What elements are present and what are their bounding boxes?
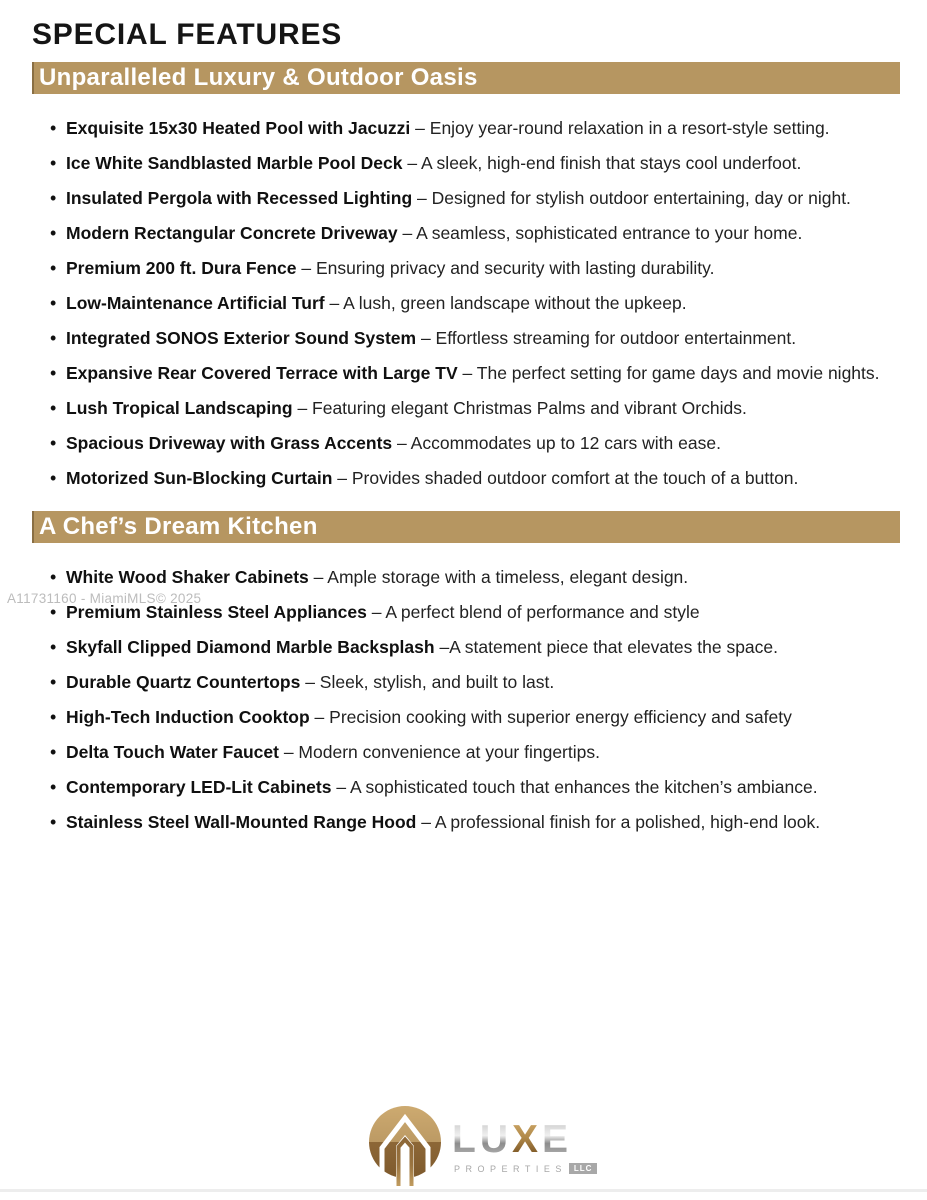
feature-desc: – A lush, green landscape without the upkeep. xyxy=(329,293,687,313)
list-item xyxy=(32,774,900,801)
section-heading-outdoor-oasis: Unparalleled Luxury & Outdoor Oasis xyxy=(32,62,900,94)
list-item xyxy=(32,185,900,212)
feature-title: Ice White Sandblasted Marble Pool Deck xyxy=(66,153,403,173)
feature-title: Exquisite 15x30 Heated Pool with Jacuzzi xyxy=(66,118,411,138)
logo-letter: L xyxy=(452,1118,478,1161)
page-bottom-divider xyxy=(0,1189,927,1192)
feature-title: Skyfall Clipped Diamond Marble Backsplash xyxy=(66,637,435,657)
dream-kitchen-feature-list xyxy=(32,564,900,836)
feature-desc: –A statement piece that elevates the space. xyxy=(439,637,779,657)
feature-title: Insulated Pergola with Recessed Lighting xyxy=(66,188,413,208)
feature-title: High-Tech Induction Cooktop xyxy=(66,707,310,727)
list-item xyxy=(32,704,900,731)
feature-desc: – Ample storage with a timeless, elegant design. xyxy=(313,567,689,587)
feature-title: Spacious Driveway with Grass Accents xyxy=(66,433,393,453)
list-item xyxy=(32,599,900,626)
luxe-properties-logo xyxy=(368,1106,597,1188)
list-item xyxy=(32,255,900,282)
list-item xyxy=(32,395,900,422)
feature-title: Premium 200 ft. Dura Fence xyxy=(66,258,297,278)
logo-letter: U xyxy=(479,1118,510,1161)
list-item xyxy=(32,325,900,352)
feature-desc: – A sophisticated touch that enhances the kitchen’s ambiance. xyxy=(336,777,818,797)
feature-desc: – A seamless, sophisticated entrance to your home. xyxy=(402,223,803,243)
feature-title: Modern Rectangular Concrete Driveway xyxy=(66,223,398,243)
list-item xyxy=(32,465,900,492)
feature-desc: – Featuring elegant Christmas Palms and vibrant Orchids. xyxy=(297,398,747,418)
mls-watermark: A11731160 - MiamiMLS© 2025 xyxy=(7,591,202,606)
feature-title: Durable Quartz Countertops xyxy=(66,672,301,692)
list-item xyxy=(32,220,900,247)
feature-desc: – Accommodates up to 12 cars with ease. xyxy=(397,433,721,453)
feature-title: Premium Stainless Steel Appliances xyxy=(66,602,367,622)
logo-letter: X xyxy=(512,1118,541,1161)
list-item xyxy=(32,669,900,696)
list-item xyxy=(32,150,900,177)
feature-title: Delta Touch Water Faucet xyxy=(66,742,279,762)
feature-title: Lush Tropical Landscaping xyxy=(66,398,293,418)
list-item xyxy=(32,739,900,766)
feature-desc: – Enjoy year-round relaxation in a resort-style setting. xyxy=(415,118,830,138)
llc-badge: LLC xyxy=(569,1163,598,1174)
logo-wordmark xyxy=(452,1120,597,1174)
list-item xyxy=(32,564,900,591)
list-item xyxy=(32,809,900,836)
list-item xyxy=(32,360,900,387)
feature-desc: – The perfect setting for game days and movie nights. xyxy=(462,363,880,383)
feature-title: White Wood Shaker Cabinets xyxy=(66,567,309,587)
page-title: SPECIAL FEATURES xyxy=(32,18,343,51)
list-item xyxy=(32,115,900,142)
feature-desc: – Sleek, stylish, and built to last. xyxy=(305,672,555,692)
list-item xyxy=(32,430,900,457)
feature-desc: – Provides shaded outdoor comfort at the touch of a button. xyxy=(337,468,799,488)
house-icon xyxy=(368,1106,442,1188)
section-heading-dream-kitchen: A Chef’s Dream Kitchen xyxy=(32,511,900,543)
feature-title: Low-Maintenance Artificial Turf xyxy=(66,293,325,313)
feature-title: Integrated SONOS Exterior Sound System xyxy=(66,328,417,348)
luxe-wordmark xyxy=(452,1120,597,1159)
feature-desc: – Precision cooking with superior energy efficiency and safety xyxy=(314,707,792,727)
feature-desc: – Ensuring privacy and security with lasting durability. xyxy=(301,258,715,278)
feature-desc: – A professional finish for a polished, high-end look. xyxy=(421,812,821,832)
feature-desc: – A perfect blend of performance and style xyxy=(371,602,700,622)
logo-letter: E xyxy=(542,1118,571,1161)
feature-desc: – Designed for stylish outdoor entertaining, day or night. xyxy=(417,188,851,208)
feature-title: Contemporary LED-Lit Cabinets xyxy=(66,777,332,797)
outdoor-oasis-feature-list xyxy=(32,115,900,492)
properties-label: PROPERTIES xyxy=(454,1163,567,1174)
feature-desc: – A sleek, high-end finish that stays cool underfoot. xyxy=(407,153,802,173)
feature-title: Expansive Rear Covered Terrace with Large TV xyxy=(66,363,458,383)
feature-desc: – Modern convenience at your fingertips. xyxy=(283,742,600,762)
logo-subtitle-row xyxy=(454,1163,597,1174)
list-item xyxy=(32,290,900,317)
feature-title: Stainless Steel Wall-Mounted Range Hood xyxy=(66,812,417,832)
feature-desc: – Effortless streaming for outdoor entertainment. xyxy=(420,328,797,348)
list-item xyxy=(32,634,900,661)
feature-title: Motorized Sun-Blocking Curtain xyxy=(66,468,333,488)
